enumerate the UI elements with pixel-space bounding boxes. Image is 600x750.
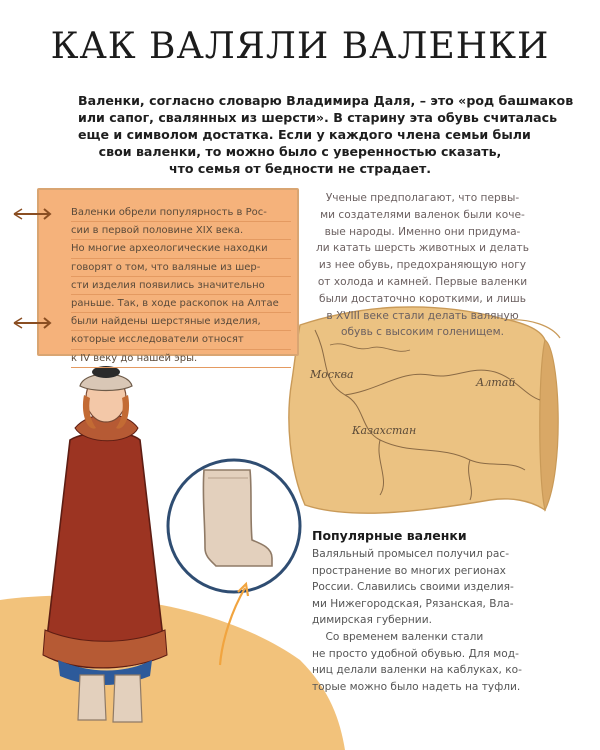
nomads-line: были достаточно короткими, и лишь [319, 292, 526, 305]
note-line: говорят о том, что валяные из шер- [71, 259, 291, 277]
popular-line: ми Нижегородская, Рязанская, Вла- [312, 597, 514, 610]
nomads-paragraph [300, 190, 545, 341]
popular-line: Валяльный промысел получил рас- [312, 548, 510, 560]
note-line: были найдены шерстяные изделия, [71, 313, 291, 331]
popular-line: России. Славились своими изделия- [312, 581, 514, 594]
note-line: сии в первой половине XIX века. [71, 222, 291, 240]
map-label-moscow: Москва [310, 368, 354, 381]
map-label-altai: Алтай [476, 376, 516, 389]
intro-line: еще и символом достатка. Если у каждого члена семьи были [78, 127, 531, 142]
note-line: раньше. Так, в ходе раскопок на Алтае [71, 295, 291, 313]
map-label-kazakhstan: Казахстан [352, 424, 417, 437]
note-arrow-top [14, 209, 50, 219]
intro-line: или сапог, свалянных из шерсти». В старину эта обувь считалась [78, 110, 558, 125]
popular-line: пространение во многих регионах [312, 564, 506, 577]
nomads-line: от холода и камней. Первые валенки [317, 275, 528, 288]
nomads-line: из нее обувь, предохраняющую ногу [318, 259, 527, 272]
nomads-line: в XVIII веке стали делать валяную [326, 309, 519, 322]
intro-line: Валенки, согласно словарю Владимира Даля, – это «род башмаков [78, 93, 574, 108]
note-arrow-bottom [14, 318, 50, 328]
nomads-line: ли катать шерсть животных и делать [316, 242, 529, 255]
note-line: Но многие археологические находки [71, 240, 291, 258]
popular-heading: Популярные валенки [312, 528, 467, 543]
note-line: сти изделия появились значительно [71, 277, 291, 295]
note-card-text [71, 204, 291, 368]
popular-line: Со временем валенки стали [312, 630, 484, 643]
popular-line: ниц делали валенки на каблуках, ко- [312, 664, 522, 677]
popular-line: димирская губернии. [312, 614, 432, 627]
nomads-line: вые народы. Именно они придума- [324, 225, 521, 238]
popular-line: не просто удобной обувью. Для мод- [312, 647, 519, 660]
note-line: которые исследователи относят [71, 331, 291, 349]
intro-line: что семья от бедности не страдает. [168, 161, 432, 176]
nomads-line: обувь с высоким голенищем. [341, 326, 504, 339]
popular-paragraph [312, 546, 562, 695]
nomads-line: ми создателями валенок были коче- [320, 208, 525, 221]
popular-line: торые можно было надеть на туфли. [312, 680, 521, 693]
note-line: к IV веку до нашей эры. [71, 350, 291, 368]
note-line: Валенки обрели популярность в Рос- [71, 204, 291, 222]
page-title: КАК ВАЛЯЛИ ВАЛЕНКИ [50, 26, 550, 67]
intro-line: свои валенки, то можно было с уверенностью сказать, [98, 144, 502, 159]
nomads-line: Ученые предполагают, что первы- [325, 192, 520, 204]
